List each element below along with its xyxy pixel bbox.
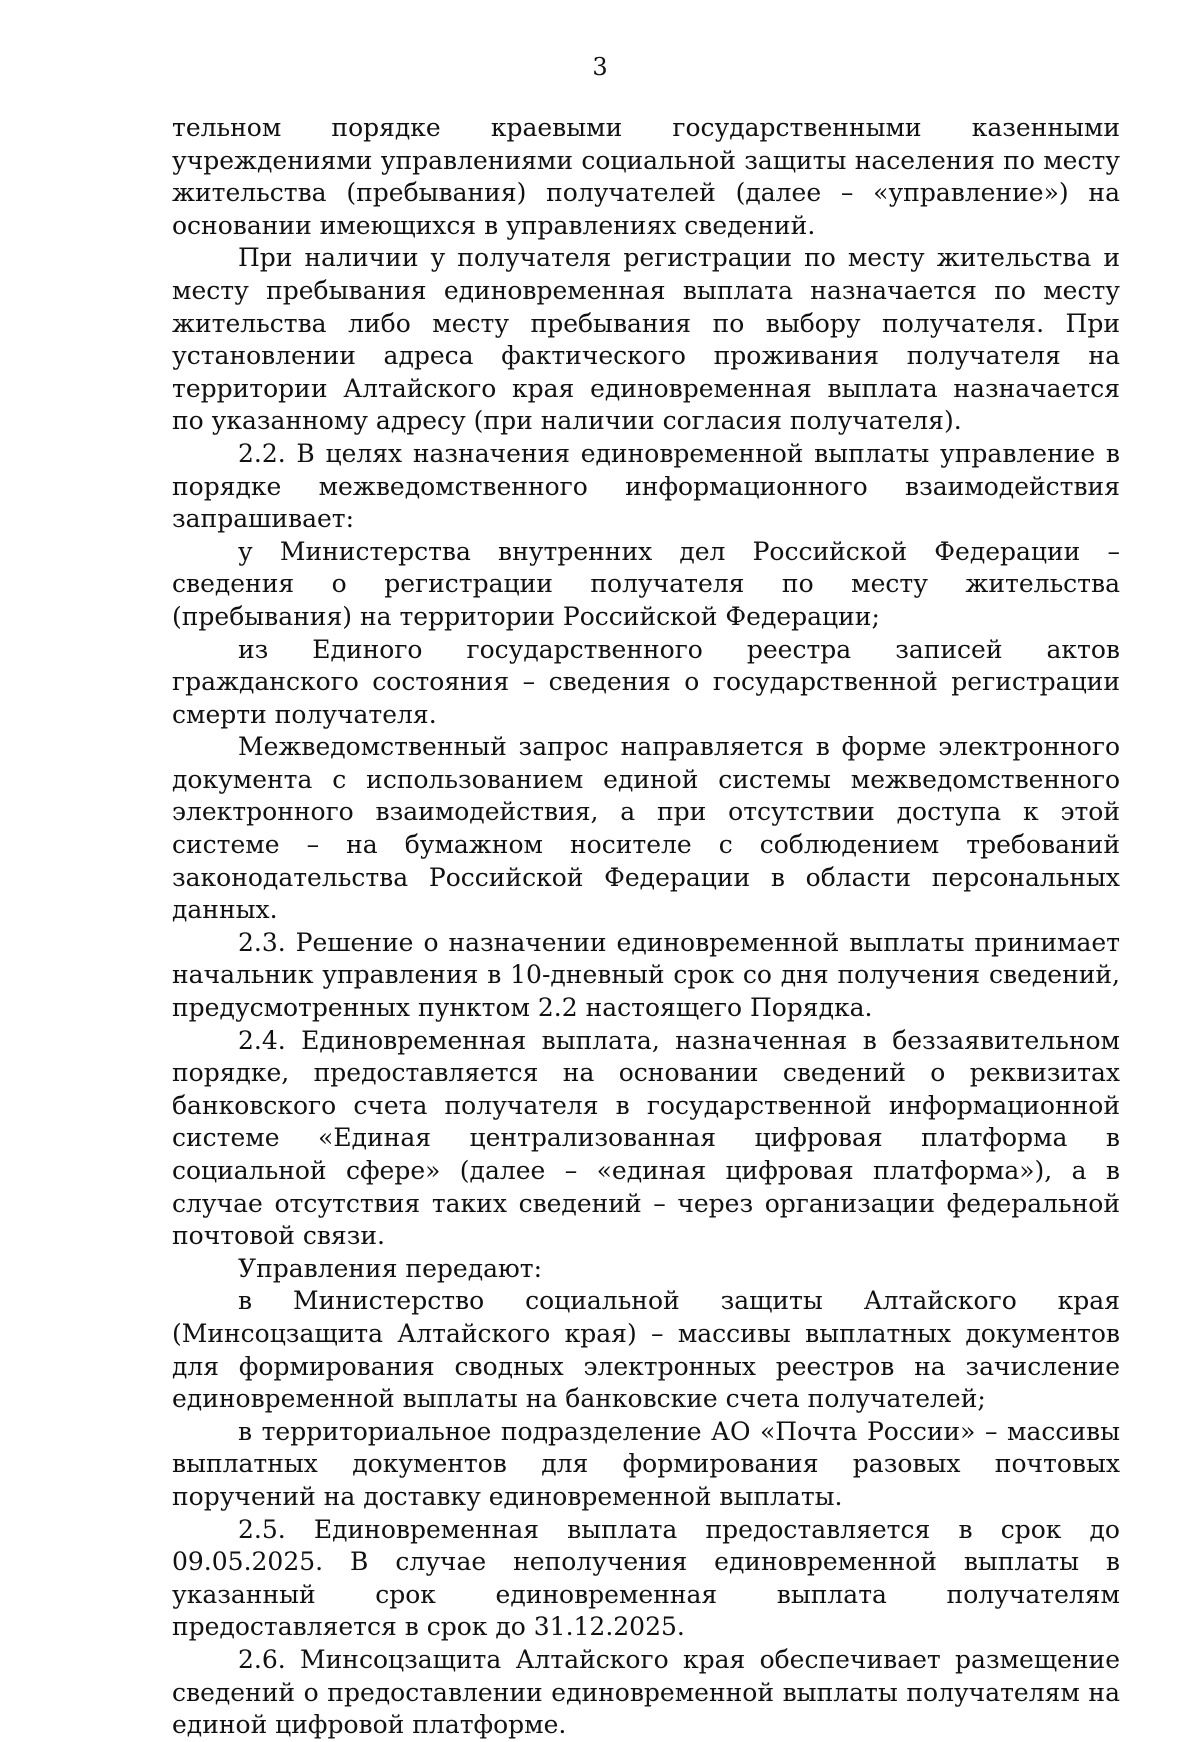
paragraph-russian-post: в территориальное подразделение АО «Почта России» – массивы выплатных документов для формирования разовых почтовых поручений на доставку единовременной выплаты.	[172, 1416, 1120, 1511]
paragraph-ministry: в Министерство социальной защиты Алтайского края (Минсоцзащита Алтайского края) – массивы выплатных документов для формирования сводных электронных реестров на зачисление единовременной выплаты на банковские счета получателей;	[172, 1286, 1120, 1414]
paragraph-mvd: у Министерства внутренних дел Российской Федерации – сведения о регистрации получателя по месту жительства (пребывания) на территории Российской Федерации;	[172, 536, 1120, 631]
document-body	[172, 112, 1120, 1742]
page-number: 3	[592, 53, 608, 81]
paragraph-2-4: 2.4. Единовременная выплата, назначенная в беззаявительном порядке, предоставляется на основании сведений о реквизитах банковского счета получателя в государственной информационной системе «Единая централизованная цифровая платформа в социальной сфере» (далее – «единая цифровая платформа»), а в случае отсутствия таких сведений – через организации федеральной почтовой связи.	[172, 1025, 1120, 1251]
paragraph-registration: При наличии у получателя регистрации по месту жительства и месту пребывания единовременная выплата назначается по месту жительства либо месту пребывания по выбору получателя. При установлении адреса фактического проживания получателя на территории Алтайского края единовременная выплата назначается по указанному адресу (при наличии согласия получателя).	[172, 243, 1120, 436]
paragraph-zags: из Единого государственного реестра записей актов гражданского состояния – сведения о государственной регистрации смерти получателя.	[172, 634, 1120, 729]
paragraph-interagency-request: Межведомственный запрос направляется в форме электронного документа с использованием единой системы межведомственного электронного взаимодействия, а при отсутствии доступа к этой системе – на бумажном носителе с соблюдением требований законодательства Российской Федерации в области персональных данных.	[172, 732, 1120, 925]
paragraph-2-6: 2.6. Минсоцзащита Алтайского края обеспечивает размещение сведений о предоставлении единовременной выплаты получателям на единой цифровой платформе.	[172, 1644, 1120, 1740]
paragraph-2-2: 2.2. В целях назначения единовременной выплаты управление в порядке межведомственного информационного взаимодействия запрашивает:	[172, 438, 1120, 534]
paragraph-2-3: 2.3. Решение о назначении единовременной выплаты принимает начальник управления в 10-дневный срок со дня получения сведений, предусмотренных пунктом 2.2 настоящего Порядка.	[172, 927, 1120, 1023]
paragraph-departments-transfer: Управления передают:	[238, 1253, 543, 1283]
paragraph-2-5: 2.5. Единовременная выплата предоставляется в срок до 09.05.2025. В случае неполучения единовременной выплаты в указанный срок единовременная выплата получателям предоставляется в срок до 31.12.2025.	[172, 1514, 1120, 1642]
paragraph-continuation: тельном порядке краевыми государственными казенными учреждениями управлениями социальной защиты населения по месту жительства (пребывания) получателей (далее – «управление») на основании имеющихся в управлениях сведений.	[172, 113, 1120, 240]
